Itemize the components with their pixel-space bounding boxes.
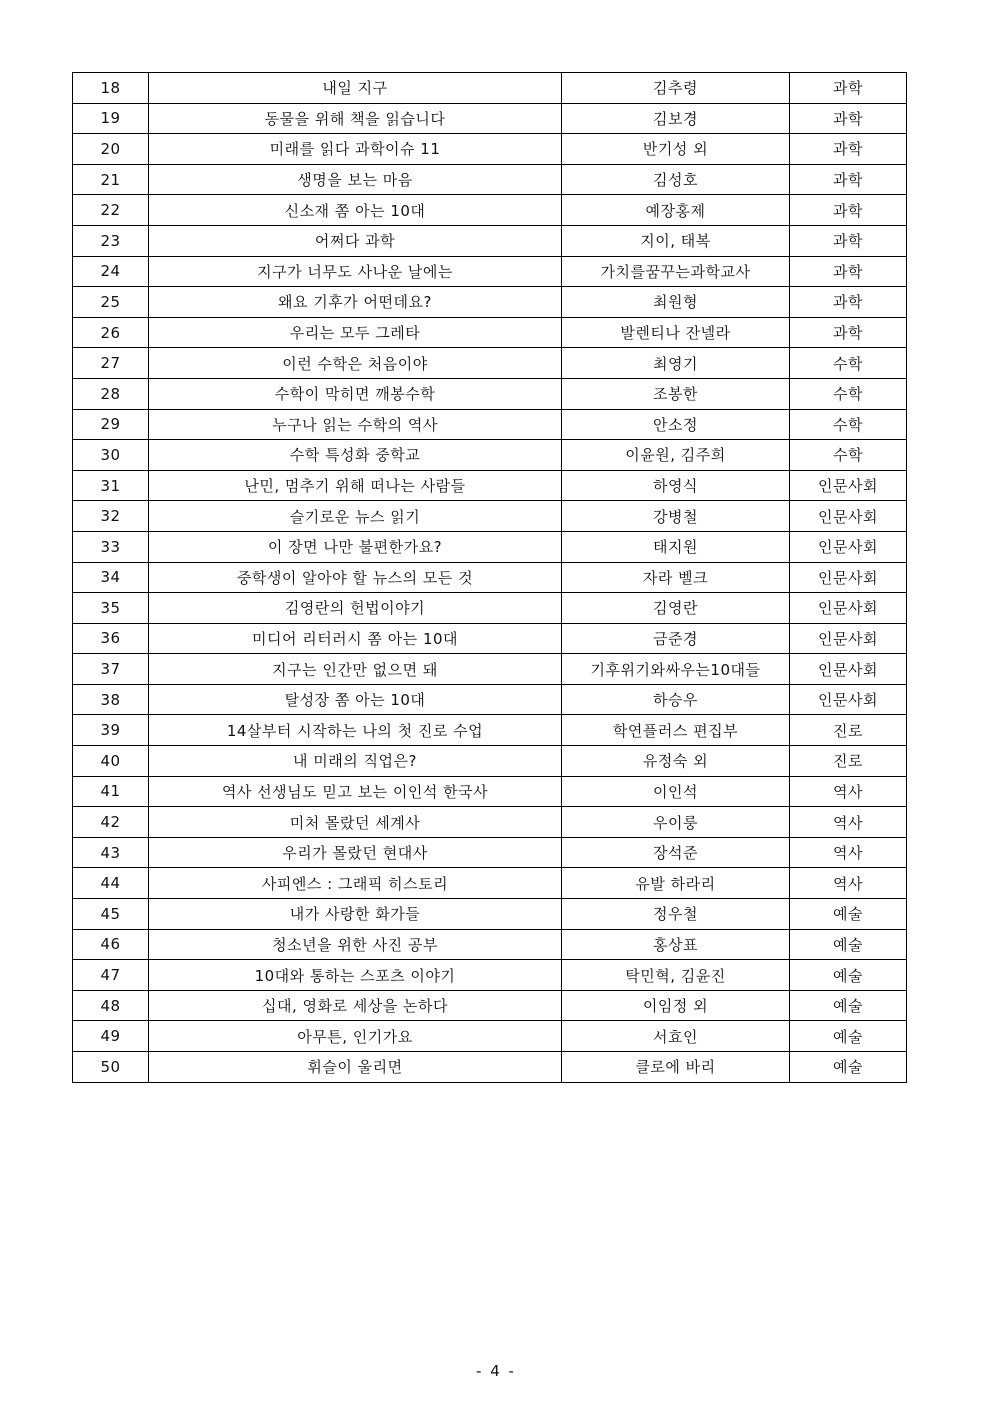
book-author: 정우철	[562, 899, 790, 930]
book-author: 가치를꿈꾸는과학교사	[562, 256, 790, 287]
book-title: 우리가 몰랐던 현대사	[149, 837, 562, 868]
book-category: 과학	[790, 164, 907, 195]
row-number: 45	[73, 899, 149, 930]
table-row	[73, 746, 907, 777]
row-number: 30	[73, 440, 149, 471]
book-category: 과학	[790, 287, 907, 318]
book-title: 역사 선생님도 믿고 보는 이인석 한국사	[149, 776, 562, 807]
table-row	[73, 73, 907, 104]
book-title: 어쩌다 과학	[149, 225, 562, 256]
row-number: 43	[73, 837, 149, 868]
book-author: 클로에 바리	[562, 1052, 790, 1083]
book-title: 왜요 기후가 어떤데요?	[149, 287, 562, 318]
book-title: 10대와 통하는 스포츠 이야기	[149, 960, 562, 991]
table-row	[73, 256, 907, 287]
row-number: 25	[73, 287, 149, 318]
row-number: 38	[73, 684, 149, 715]
row-number: 18	[73, 73, 149, 104]
table-row	[73, 1021, 907, 1052]
book-category: 과학	[790, 195, 907, 226]
book-author: 유정숙 외	[562, 746, 790, 777]
book-author: 반기성 외	[562, 134, 790, 165]
book-author: 자라 벨크	[562, 562, 790, 593]
row-number: 41	[73, 776, 149, 807]
table-row	[73, 654, 907, 685]
book-title: 청소년을 위한 사진 공부	[149, 929, 562, 960]
table-row	[73, 470, 907, 501]
book-author: 하승우	[562, 684, 790, 715]
table-row	[73, 715, 907, 746]
row-number: 21	[73, 164, 149, 195]
row-number: 47	[73, 960, 149, 991]
book-title: 이 장면 나만 불편한가요?	[149, 531, 562, 562]
book-title: 내 미래의 직업은?	[149, 746, 562, 777]
book-category: 예술	[790, 1052, 907, 1083]
book-author: 탁민혁, 김윤진	[562, 960, 790, 991]
book-title: 내가 사랑한 화가들	[149, 899, 562, 930]
book-author: 기후위기와싸우는10대들	[562, 654, 790, 685]
book-title: 누구나 읽는 수학의 역사	[149, 409, 562, 440]
row-number: 36	[73, 623, 149, 654]
book-category: 예술	[790, 929, 907, 960]
book-title: 김영란의 헌법이야기	[149, 593, 562, 624]
row-number: 27	[73, 348, 149, 379]
table-row	[73, 317, 907, 348]
book-title: 지구가 너무도 사나운 날에는	[149, 256, 562, 287]
book-title: 탈성장 쫌 아는 10대	[149, 684, 562, 715]
table-row	[73, 990, 907, 1021]
table-row	[73, 195, 907, 226]
book-category: 수학	[790, 348, 907, 379]
book-title: 미래를 읽다 과학이슈 11	[149, 134, 562, 165]
book-author: 장석준	[562, 837, 790, 868]
row-number: 19	[73, 103, 149, 134]
book-title: 수학이 막히면 깨봉수학	[149, 378, 562, 409]
book-title: 중학생이 알아야 할 뉴스의 모든 것	[149, 562, 562, 593]
book-category: 역사	[790, 868, 907, 899]
book-author: 이인석	[562, 776, 790, 807]
book-category: 과학	[790, 73, 907, 104]
table-row	[73, 531, 907, 562]
book-author: 조봉한	[562, 378, 790, 409]
book-author: 최영기	[562, 348, 790, 379]
table-row	[73, 440, 907, 471]
book-author: 강병철	[562, 501, 790, 532]
book-author: 최원형	[562, 287, 790, 318]
book-category: 역사	[790, 807, 907, 838]
book-author: 하영식	[562, 470, 790, 501]
table-row	[73, 776, 907, 807]
book-author: 김영란	[562, 593, 790, 624]
book-category: 인문사회	[790, 470, 907, 501]
row-number: 33	[73, 531, 149, 562]
table-row	[73, 501, 907, 532]
table-row	[73, 1052, 907, 1083]
table-row	[73, 409, 907, 440]
book-category: 인문사회	[790, 654, 907, 685]
book-author: 홍상표	[562, 929, 790, 960]
book-list-body	[73, 73, 907, 1083]
book-title: 이런 수학은 처음이야	[149, 348, 562, 379]
book-title: 생명을 보는 마음	[149, 164, 562, 195]
book-title: 십대, 영화로 세상을 논하다	[149, 990, 562, 1021]
book-author: 김보경	[562, 103, 790, 134]
table-row	[73, 929, 907, 960]
book-title: 슬기로운 뉴스 읽기	[149, 501, 562, 532]
row-number: 23	[73, 225, 149, 256]
book-author: 지이, 태복	[562, 225, 790, 256]
book-category: 역사	[790, 776, 907, 807]
book-title: 내일 지구	[149, 73, 562, 104]
book-category: 인문사회	[790, 684, 907, 715]
book-category: 인문사회	[790, 531, 907, 562]
book-author: 김성호	[562, 164, 790, 195]
book-author: 이윤원, 김주희	[562, 440, 790, 471]
book-category: 인문사회	[790, 562, 907, 593]
row-number: 46	[73, 929, 149, 960]
book-title: 수학 특성화 중학교	[149, 440, 562, 471]
book-category: 예술	[790, 990, 907, 1021]
book-category: 인문사회	[790, 593, 907, 624]
book-list-table	[72, 72, 907, 1083]
book-title: 난민, 멈추기 위해 떠나는 사람들	[149, 470, 562, 501]
table-row	[73, 593, 907, 624]
book-title: 14살부터 시작하는 나의 첫 진로 수업	[149, 715, 562, 746]
book-title: 지구는 인간만 없으면 돼	[149, 654, 562, 685]
table-row	[73, 134, 907, 165]
book-author: 금준경	[562, 623, 790, 654]
book-category: 예술	[790, 960, 907, 991]
book-author: 우이룽	[562, 807, 790, 838]
book-author: 이임정 외	[562, 990, 790, 1021]
book-category: 진로	[790, 746, 907, 777]
book-category: 수학	[790, 409, 907, 440]
book-category: 과학	[790, 225, 907, 256]
book-category: 예술	[790, 899, 907, 930]
row-number: 34	[73, 562, 149, 593]
table-row	[73, 684, 907, 715]
table-row	[73, 103, 907, 134]
row-number: 26	[73, 317, 149, 348]
book-author: 발렌티나 잔넬라	[562, 317, 790, 348]
book-category: 인문사회	[790, 623, 907, 654]
book-category: 과학	[790, 103, 907, 134]
table-row	[73, 287, 907, 318]
book-category: 수학	[790, 440, 907, 471]
book-title: 우리는 모두 그레타	[149, 317, 562, 348]
book-author: 예장홍제	[562, 195, 790, 226]
book-title: 휘슬이 울리면	[149, 1052, 562, 1083]
book-author: 서효인	[562, 1021, 790, 1052]
book-title: 미디어 리터러시 쫌 아는 10대	[149, 623, 562, 654]
book-author: 태지원	[562, 531, 790, 562]
book-author: 안소정	[562, 409, 790, 440]
row-number: 32	[73, 501, 149, 532]
table-row	[73, 225, 907, 256]
book-category: 역사	[790, 837, 907, 868]
row-number: 42	[73, 807, 149, 838]
book-category: 진로	[790, 715, 907, 746]
book-title: 신소재 쫌 아는 10대	[149, 195, 562, 226]
row-number: 37	[73, 654, 149, 685]
row-number: 44	[73, 868, 149, 899]
table-row	[73, 164, 907, 195]
book-author: 유발 하라리	[562, 868, 790, 899]
table-row	[73, 348, 907, 379]
row-number: 28	[73, 378, 149, 409]
row-number: 29	[73, 409, 149, 440]
book-category: 인문사회	[790, 501, 907, 532]
table-row	[73, 837, 907, 868]
book-title: 사피엔스 : 그래픽 히스토리	[149, 868, 562, 899]
row-number: 22	[73, 195, 149, 226]
row-number: 49	[73, 1021, 149, 1052]
row-number: 35	[73, 593, 149, 624]
table-row	[73, 623, 907, 654]
book-category: 과학	[790, 134, 907, 165]
book-author: 김추령	[562, 73, 790, 104]
row-number: 40	[73, 746, 149, 777]
book-category: 과학	[790, 256, 907, 287]
book-title: 동물을 위해 책을 읽습니다	[149, 103, 562, 134]
book-category: 과학	[790, 317, 907, 348]
table-row	[73, 899, 907, 930]
book-category: 수학	[790, 378, 907, 409]
book-category: 예술	[790, 1021, 907, 1052]
row-number: 20	[73, 134, 149, 165]
table-row	[73, 868, 907, 899]
book-author: 학연플러스 편집부	[562, 715, 790, 746]
table-row	[73, 960, 907, 991]
row-number: 39	[73, 715, 149, 746]
table-row	[73, 562, 907, 593]
book-title: 아무튼, 인기가요	[149, 1021, 562, 1052]
table-row	[73, 378, 907, 409]
table-row	[73, 807, 907, 838]
row-number: 48	[73, 990, 149, 1021]
row-number: 24	[73, 256, 149, 287]
row-number: 50	[73, 1052, 149, 1083]
book-title: 미처 몰랐던 세계사	[149, 807, 562, 838]
row-number: 31	[73, 470, 149, 501]
page-number: - 4 -	[476, 1362, 516, 1380]
